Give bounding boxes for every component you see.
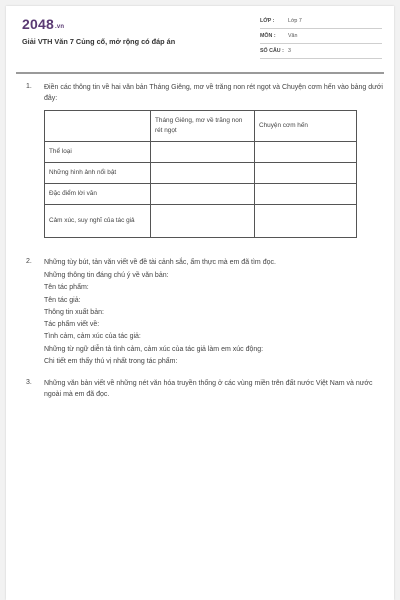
table-header-cell	[45, 111, 151, 142]
list-item: Tình cảm, cảm xúc của tác giả:	[44, 333, 141, 341]
question-2-number: 2.	[26, 258, 32, 265]
question-2-info-list	[44, 270, 384, 368]
meta-value-question-count: 3	[288, 48, 291, 54]
table-row-label: Thể loại	[45, 142, 151, 163]
table-row	[45, 205, 357, 238]
list-item: Tên tác giả:	[44, 296, 81, 304]
table-cell[interactable]	[151, 163, 255, 184]
table-cell[interactable]	[255, 205, 357, 238]
list-item: Tên tác phẩm:	[44, 284, 89, 292]
list-item: Tác phẩm viết về:	[44, 321, 100, 329]
table-header-cell: Chuyện cơm hến	[255, 111, 357, 142]
comparison-table	[44, 110, 357, 238]
table-header-row	[45, 111, 357, 142]
table-cell[interactable]	[151, 142, 255, 163]
list-item: Chi tiết em thấy thú vị nhất trong tác phẩm:	[44, 358, 178, 366]
meta-value-class: Lớp 7	[288, 18, 302, 24]
table-cell[interactable]	[255, 163, 357, 184]
table-cell[interactable]	[151, 205, 255, 238]
list-item: Thông tin xuất bản:	[44, 308, 104, 316]
table-row	[45, 142, 357, 163]
table-row-label: Đặc điểm lời văn	[45, 184, 151, 205]
table-row-label: Cảm xúc, suy nghĩ của tác giả	[45, 205, 151, 238]
question-3-text: Những văn bản viết về những nét văn hóa truyền thống ở các vùng miền trên đất nước Việt Nam và nước ngoài mà em đã đọc.	[44, 380, 373, 398]
list-item: Những thông tin đáng chú ý về văn bản:	[44, 272, 169, 279]
meta-value-subject: Văn	[288, 33, 298, 39]
meta-label-class: LỚP :	[260, 18, 275, 24]
header-divider	[16, 72, 384, 74]
question-3-number: 3.	[26, 379, 32, 386]
table-cell[interactable]	[255, 142, 357, 163]
table-row-label: Những hình ảnh nổi bật	[45, 163, 151, 184]
site-logo[interactable]	[22, 16, 64, 32]
table-row	[45, 163, 357, 184]
meta-row-class	[260, 17, 382, 29]
table-row	[45, 184, 357, 205]
logo-suffix: .vn	[54, 24, 65, 30]
question-2-text: Những tùy bút, tản văn viết về đề tài cảnh sắc, ẩm thực mà em đã tìm đọc.	[44, 259, 276, 266]
table-cell[interactable]	[151, 184, 255, 205]
logo-text: 2048	[22, 16, 54, 32]
list-item: Những từ ngữ diễn tả tình cảm, cảm xúc của tác giả làm em xúc động:	[44, 345, 264, 353]
meta-row-subject	[260, 32, 382, 44]
meta-row-question-count	[260, 47, 382, 59]
meta-label-subject: MÔN :	[260, 33, 276, 39]
meta-label-question-count: SỐ CÂU :	[260, 48, 284, 54]
question-1-text: Điền các thông tin về hai văn bản Tháng Giêng, mơ về trăng non rét ngọt và Chuyện cơm hến vào bảng dưới đây:	[44, 84, 383, 102]
table-header-cell: Tháng Giêng, mơ về trăng non rét ngọt	[151, 111, 255, 142]
table-cell[interactable]	[255, 184, 357, 205]
document-page	[6, 6, 394, 600]
question-1-number: 1.	[26, 83, 32, 90]
document-title: Giải VTH Văn 7 Củng cố, mở rộng có đáp án	[22, 37, 176, 46]
